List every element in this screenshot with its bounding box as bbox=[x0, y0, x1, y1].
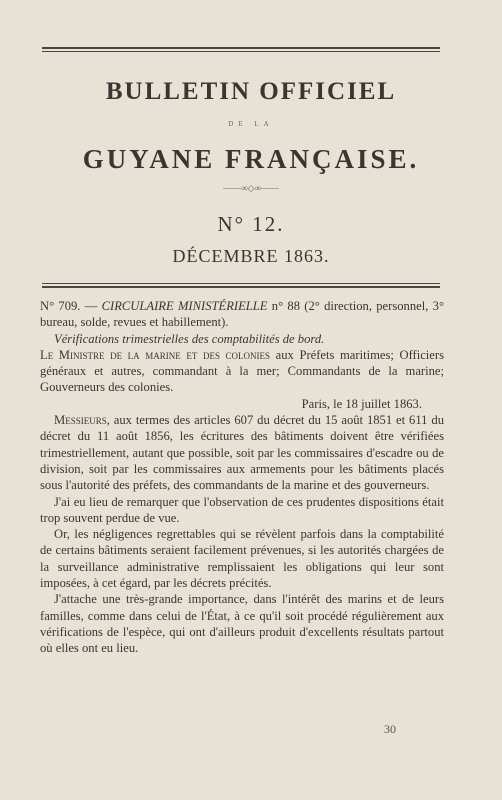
address-lead: Le Ministre de la marine et des colonies bbox=[40, 347, 271, 362]
top-rule-thick bbox=[42, 47, 440, 49]
article-heading bbox=[40, 298, 444, 331]
salutation: Messieurs bbox=[54, 413, 107, 428]
mid-rule-thin bbox=[42, 283, 440, 284]
article-body bbox=[40, 298, 444, 657]
page-number: 30 bbox=[384, 722, 396, 736]
territory-title: GUYANE FRANÇAISE. bbox=[82, 144, 420, 174]
paragraph-1-text: , aux termes des articles 607 du décret du 15 août 1851 et 611 du décret du 11 août 1856, les écritures des bâtiments doivent être vérifiées trimestriellement, autant que possible, soit par les commissaires d'escadre ou de division, soit par les commissaires aux armements pour les bâtiments placés sous l'autorité des préfets, des commandants de la marine et des gouverneurs. bbox=[40, 413, 444, 493]
bulletin-title: BULLETIN OFFICIEL bbox=[105, 78, 397, 105]
paragraph-1 bbox=[40, 412, 444, 493]
paragraph-2: J'ai eu lieu de remarquer que l'observation de ces prudentes dispositions était trop souvent perdue de vue. bbox=[40, 494, 444, 525]
article-type: CIRCULAIRE MINISTÉRIELLE bbox=[101, 299, 268, 313]
paragraph-3: Or, les négligences regrettables qui se révèlent parfois dans la comptabilité de certains bâtiments seraient facilement prévenues, si les autorités chargées de la surveillance administrative remplissaient les obligations qui leur sont imposées, à cet égard, par les décrets précités. bbox=[40, 527, 444, 591]
paragraph-4: J'attache une très-grande importance, dans l'intérêt des marins et de leurs familles, comme dans celui de l'État, à ce qu'il soit procédé régulièrement aux vérifications de l'espèce, qui ont d'ailleurs produit d'excellents résultats partout où elles ont eu lieu. bbox=[40, 592, 444, 656]
address-block bbox=[40, 347, 444, 396]
top-rule-thin bbox=[42, 51, 440, 52]
issue-number: N° 12. bbox=[217, 212, 285, 236]
article-subject: Vérifications trimestrielles des comptabilités de bord. bbox=[54, 331, 325, 346]
article-heading-rest: n° 88 (2° direction, personnel, 3° bureau, solde, revues et habillement). bbox=[40, 299, 444, 330]
address-rest: aux Préfets maritimes; Officiers généraux et autres, commandant à la mer; Commandants de la marine; Gouverneurs des colonies. bbox=[40, 347, 444, 395]
place-date: Paris, le 18 juillet 1863. bbox=[301, 396, 422, 411]
mid-rule-thick bbox=[42, 286, 440, 288]
de-la-label: DE LA bbox=[228, 120, 274, 128]
article-number: N° 709. — bbox=[40, 299, 102, 313]
issue-month: DÉCEMBRE 1863. bbox=[172, 246, 330, 266]
ornament-divider: ——∞◇∞—— bbox=[223, 183, 279, 193]
